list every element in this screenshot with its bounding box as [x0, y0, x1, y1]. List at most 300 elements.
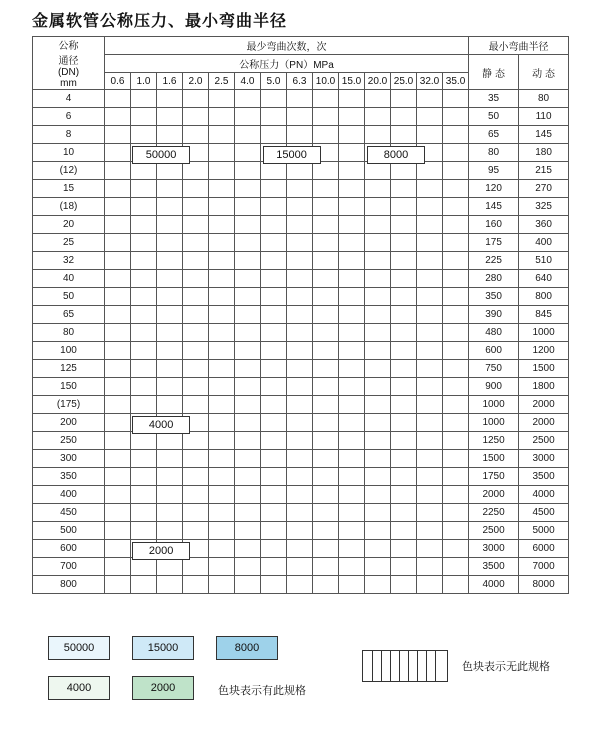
- grid-cell: [157, 360, 183, 378]
- grid-cell: [105, 270, 131, 288]
- grid-cell: [157, 558, 183, 576]
- grid-cell: [365, 288, 391, 306]
- table-row: [33, 558, 569, 576]
- table-row: [33, 504, 569, 522]
- grid-cell: [209, 576, 235, 594]
- dn-cell: 20: [33, 216, 105, 234]
- grid-cell: [105, 468, 131, 486]
- grid-cell: [209, 270, 235, 288]
- radius-static-cell: 80: [469, 144, 519, 162]
- grid-cell: [313, 522, 339, 540]
- grid-cell: [105, 486, 131, 504]
- grid-cell: [235, 108, 261, 126]
- grid-cell: [235, 432, 261, 450]
- grid-cell: [391, 576, 417, 594]
- table-row: [33, 540, 569, 558]
- legend-note-striped: 色块表示无此规格: [462, 661, 550, 673]
- grid-cell: [365, 162, 391, 180]
- grid-cell: [261, 540, 287, 558]
- legend-swatch-2000: 2000: [132, 676, 194, 700]
- grid-cell: [105, 144, 131, 162]
- table-row: [33, 324, 569, 342]
- grid-cell: [131, 450, 157, 468]
- grid-cell: [417, 180, 443, 198]
- radius-dynamic-cell: 510: [519, 252, 569, 270]
- dn-cell: 15: [33, 180, 105, 198]
- radius-dynamic-cell: 80: [519, 90, 569, 108]
- grid-cell: [105, 540, 131, 558]
- grid-cell: [339, 396, 365, 414]
- radius-dynamic-cell: 1200: [519, 342, 569, 360]
- grid-cell: [443, 234, 469, 252]
- grid-cell: [235, 378, 261, 396]
- grid-cell: [235, 396, 261, 414]
- grid-cell: [313, 396, 339, 414]
- grid-cell: [235, 468, 261, 486]
- radius-dynamic-cell: 3500: [519, 468, 569, 486]
- grid-cell: [209, 432, 235, 450]
- dn-cell: 700: [33, 558, 105, 576]
- grid-cell: [209, 414, 235, 432]
- table-row: [33, 288, 569, 306]
- grid-cell: [157, 522, 183, 540]
- grid-cell: [339, 144, 365, 162]
- grid-cell: [105, 576, 131, 594]
- grid-cell: [157, 90, 183, 108]
- radius-static-cell: 225: [469, 252, 519, 270]
- radius-dynamic-cell: 8000: [519, 576, 569, 594]
- grid-cell: [131, 558, 157, 576]
- grid-cell: [235, 576, 261, 594]
- grid-cell: [235, 234, 261, 252]
- grid-cell: [287, 522, 313, 540]
- grid-cell: [131, 216, 157, 234]
- grid-cell: [443, 306, 469, 324]
- grid-cell: [391, 414, 417, 432]
- grid-cell: [287, 108, 313, 126]
- grid-cell: [261, 414, 287, 432]
- grid-cell: [417, 342, 443, 360]
- table-row: [33, 216, 569, 234]
- grid-cell: [131, 486, 157, 504]
- radius-dynamic-cell: 325: [519, 198, 569, 216]
- grid-cell: [443, 558, 469, 576]
- grid-cell: [365, 234, 391, 252]
- grid-cell: [365, 306, 391, 324]
- grid-cell: [235, 198, 261, 216]
- legend-swatch-50000: 50000: [48, 636, 110, 660]
- grid-cell: [105, 198, 131, 216]
- grid-cell: [443, 486, 469, 504]
- grid-cell: [183, 216, 209, 234]
- grid-cell: [339, 90, 365, 108]
- grid-cell: [157, 198, 183, 216]
- grid-cell: [261, 468, 287, 486]
- grid-cell: [365, 378, 391, 396]
- grid-cell: [443, 522, 469, 540]
- grid-cell: [287, 270, 313, 288]
- grid-cell: [105, 180, 131, 198]
- grid-cell: [443, 576, 469, 594]
- pn-value-cell: 25.0: [391, 73, 417, 90]
- grid-cell: [287, 504, 313, 522]
- grid-cell: [287, 342, 313, 360]
- grid-cell: [105, 216, 131, 234]
- radius-static-cell: 1000: [469, 396, 519, 414]
- radius-static-cell: 600: [469, 342, 519, 360]
- dn-cell: 25: [33, 234, 105, 252]
- grid-cell: [131, 108, 157, 126]
- grid-cell: [417, 90, 443, 108]
- grid-cell: [209, 90, 235, 108]
- grid-cell: [261, 342, 287, 360]
- grid-cell: [443, 252, 469, 270]
- grid-cell: [365, 540, 391, 558]
- grid-cell: [235, 360, 261, 378]
- grid-cell: [287, 486, 313, 504]
- grid-cell: [287, 288, 313, 306]
- grid-cell: [105, 108, 131, 126]
- grid-cell: [209, 378, 235, 396]
- radius-static-cell: 50: [469, 108, 519, 126]
- grid-cell: [313, 90, 339, 108]
- radius-dynamic-cell: 145: [519, 126, 569, 144]
- grid-cell: [209, 486, 235, 504]
- grid-cell: [339, 126, 365, 144]
- grid-cell: [339, 252, 365, 270]
- grid-cell: [287, 558, 313, 576]
- radius-dynamic-cell: 1000: [519, 324, 569, 342]
- grid-cell: [157, 576, 183, 594]
- dn-cell: 200: [33, 414, 105, 432]
- grid-cell: [417, 504, 443, 522]
- grid-cell: [365, 324, 391, 342]
- dn-cell: (12): [33, 162, 105, 180]
- radius-static-cell: 3500: [469, 558, 519, 576]
- dn-cell: 300: [33, 450, 105, 468]
- grid-cell: [209, 198, 235, 216]
- grid-cell: [235, 180, 261, 198]
- grid-cell: [261, 234, 287, 252]
- grid-cell: [157, 180, 183, 198]
- pn-value-cell: 0.6: [105, 73, 131, 90]
- grid-cell: [443, 144, 469, 162]
- grid-cell: [131, 432, 157, 450]
- table-row: [33, 468, 569, 486]
- grid-cell: [131, 198, 157, 216]
- grid-cell: [339, 360, 365, 378]
- grid-cell: [339, 180, 365, 198]
- table-row: [33, 270, 569, 288]
- grid-cell: [131, 342, 157, 360]
- grid-cell: [417, 216, 443, 234]
- grid-cell: [339, 576, 365, 594]
- grid-cell: [417, 108, 443, 126]
- radius-static-cell: 35: [469, 90, 519, 108]
- grid-cell: [183, 198, 209, 216]
- dn-header-line-1: 公称: [58, 41, 79, 52]
- grid-cell: [443, 126, 469, 144]
- dn-cell: 32: [33, 252, 105, 270]
- grid-cell: [105, 360, 131, 378]
- grid-cell: [131, 90, 157, 108]
- grid-cell: [183, 558, 209, 576]
- grid-cell: [365, 486, 391, 504]
- grid-cell: [209, 468, 235, 486]
- grid-cell: [157, 396, 183, 414]
- grid-cell: [365, 90, 391, 108]
- grid-cell: [313, 576, 339, 594]
- legend-swatch-4000: 4000: [48, 676, 110, 700]
- grid-cell: [339, 234, 365, 252]
- radius-static-cell: 350: [469, 288, 519, 306]
- grid-cell: [365, 342, 391, 360]
- grid-cell: [365, 360, 391, 378]
- grid-cell: [417, 576, 443, 594]
- dn-cell: 350: [33, 468, 105, 486]
- grid-cell: [209, 180, 235, 198]
- grid-cell: [417, 270, 443, 288]
- grid-cell: [391, 288, 417, 306]
- grid-cell: [183, 252, 209, 270]
- grid-cell: [313, 558, 339, 576]
- grid-cell: [443, 198, 469, 216]
- grid-cell: [209, 450, 235, 468]
- pn-value-cell: 35.0: [443, 73, 469, 90]
- grid-cell: [365, 432, 391, 450]
- grid-cell: [339, 540, 365, 558]
- grid-cell: [261, 432, 287, 450]
- grid-cell: [105, 396, 131, 414]
- grid-cell: [417, 198, 443, 216]
- table-row: [33, 306, 569, 324]
- table-row: [33, 414, 569, 432]
- grid-cell: [183, 108, 209, 126]
- grid-cell: [131, 270, 157, 288]
- grid-cell: [287, 252, 313, 270]
- grid-cell: [365, 414, 391, 432]
- radius-dynamic-cell: 4000: [519, 486, 569, 504]
- grid-cell: [235, 252, 261, 270]
- radius-static-cell: 280: [469, 270, 519, 288]
- grid-cell: [183, 342, 209, 360]
- grid-cell: [391, 468, 417, 486]
- grid-cell: [105, 450, 131, 468]
- grid-cell: [235, 90, 261, 108]
- dn-header-line-3: (DN): [57, 67, 80, 78]
- grid-cell: [209, 144, 235, 162]
- radius-dynamic-cell: 3000: [519, 450, 569, 468]
- grid-cell: [209, 126, 235, 144]
- grid-cell: [105, 342, 131, 360]
- grid-cell: [443, 108, 469, 126]
- grid-cell: [391, 324, 417, 342]
- grid-cell: [365, 396, 391, 414]
- dn-cell: 250: [33, 432, 105, 450]
- grid-cell: [391, 504, 417, 522]
- grid-cell: [287, 234, 313, 252]
- grid-cell: [157, 486, 183, 504]
- grid-cell: [235, 540, 261, 558]
- grid-cell: [261, 558, 287, 576]
- radius-static-cell: 3000: [469, 540, 519, 558]
- grid-cell: [287, 90, 313, 108]
- table-row: [33, 234, 569, 252]
- grid-cell: [157, 216, 183, 234]
- grid-overlay-label: 2000: [132, 542, 190, 560]
- radius-static-cell: 1500: [469, 450, 519, 468]
- grid-cell: [183, 522, 209, 540]
- grid-cell: [131, 306, 157, 324]
- grid-cell: [287, 306, 313, 324]
- radius-dynamic-cell: 400: [519, 234, 569, 252]
- grid-cell: [313, 540, 339, 558]
- grid-cell: [183, 270, 209, 288]
- radius-dynamic-cell: 640: [519, 270, 569, 288]
- grid-cell: [443, 468, 469, 486]
- grid-cell: [157, 378, 183, 396]
- dn-cell: 100: [33, 342, 105, 360]
- grid-cell: [443, 414, 469, 432]
- radius-dynamic-cell: 2000: [519, 414, 569, 432]
- radius-static-cell: 120: [469, 180, 519, 198]
- grid-cell: [391, 360, 417, 378]
- grid-cell: [417, 378, 443, 396]
- grid-cell: [209, 216, 235, 234]
- grid-cell: [183, 432, 209, 450]
- radius-dynamic-cell: 215: [519, 162, 569, 180]
- dn-header-line-4: mm: [60, 78, 77, 89]
- grid-cell: [235, 504, 261, 522]
- grid-overlay-label: 50000: [132, 146, 190, 164]
- grid-cell: [105, 504, 131, 522]
- legend-swatch-8000: 8000: [216, 636, 278, 660]
- grid-cell: [443, 540, 469, 558]
- grid-cell: [391, 522, 417, 540]
- bend-radius-header: 最小弯曲半径: [469, 37, 569, 55]
- grid-cell: [287, 180, 313, 198]
- dn-header-line-2: 通径: [58, 56, 79, 67]
- grid-cell: [235, 144, 261, 162]
- grid-cell: [365, 252, 391, 270]
- radius-static-cell: 2000: [469, 486, 519, 504]
- grid-cell: [339, 216, 365, 234]
- grid-cell: [131, 324, 157, 342]
- grid-cell: [339, 108, 365, 126]
- radius-dynamic-cell: 6000: [519, 540, 569, 558]
- pn-value-cell: 5.0: [261, 73, 287, 90]
- grid-cell: [209, 108, 235, 126]
- table-row: [33, 450, 569, 468]
- grid-cell: [131, 288, 157, 306]
- grid-cell: [443, 378, 469, 396]
- grid-cell: [313, 342, 339, 360]
- radius-dynamic-cell: 180: [519, 144, 569, 162]
- grid-cell: [391, 108, 417, 126]
- grid-cell: [365, 126, 391, 144]
- grid-cell: [313, 126, 339, 144]
- pn-value-cell: 32.0: [417, 73, 443, 90]
- grid-cell: [131, 180, 157, 198]
- grid-cell: [313, 108, 339, 126]
- grid-cell: [105, 306, 131, 324]
- radius-static-cell: 145: [469, 198, 519, 216]
- radius-static-header: 静 态: [469, 55, 519, 90]
- grid-cell: [391, 432, 417, 450]
- grid-cell: [287, 126, 313, 144]
- grid-cell: [391, 396, 417, 414]
- grid-cell: [365, 504, 391, 522]
- radius-static-cell: 750: [469, 360, 519, 378]
- grid-cell: [183, 90, 209, 108]
- grid-cell: [209, 504, 235, 522]
- grid-cell: [339, 324, 365, 342]
- grid-cell: [313, 234, 339, 252]
- grid-cell: [391, 252, 417, 270]
- grid-cell: [417, 450, 443, 468]
- grid-cell: [131, 396, 157, 414]
- table-row: [33, 198, 569, 216]
- grid-cell: [365, 270, 391, 288]
- grid-cell: [183, 126, 209, 144]
- grid-cell: [261, 324, 287, 342]
- grid-cell: [391, 198, 417, 216]
- grid-cell: [261, 396, 287, 414]
- grid-cell: [339, 270, 365, 288]
- grid-cell: [131, 378, 157, 396]
- grid-cell: [105, 522, 131, 540]
- legend-striped-swatch: [362, 650, 448, 682]
- grid-cell: [105, 432, 131, 450]
- grid-cell: [417, 162, 443, 180]
- grid-cell: [105, 378, 131, 396]
- grid-cell: [157, 450, 183, 468]
- radius-dynamic-cell: 1800: [519, 378, 569, 396]
- grid-cell: [339, 432, 365, 450]
- grid-cell: [183, 360, 209, 378]
- grid-cell: [209, 540, 235, 558]
- grid-cell: [443, 342, 469, 360]
- grid-cell: [417, 414, 443, 432]
- dn-cell: (18): [33, 198, 105, 216]
- table-row: [33, 90, 569, 108]
- grid-cell: [235, 288, 261, 306]
- grid-cell: [261, 162, 287, 180]
- dn-cell: 400: [33, 486, 105, 504]
- grid-cell: [417, 324, 443, 342]
- grid-cell: [131, 504, 157, 522]
- grid-cell: [105, 162, 131, 180]
- pn-value-cell: 4.0: [235, 73, 261, 90]
- dn-cell: 150: [33, 378, 105, 396]
- dn-cell: 10: [33, 144, 105, 162]
- dn-cell: 500: [33, 522, 105, 540]
- page-title: 金属软管公称压力、最小弯曲半径: [32, 13, 288, 30]
- grid-cell: [391, 306, 417, 324]
- grid-cell: [183, 486, 209, 504]
- grid-cell: [365, 216, 391, 234]
- grid-cell: [313, 486, 339, 504]
- table-body: [33, 90, 569, 594]
- grid-cell: [417, 558, 443, 576]
- grid-cell: [209, 360, 235, 378]
- dn-cell: 8: [33, 126, 105, 144]
- table-row: [33, 396, 569, 414]
- grid-cell: [183, 288, 209, 306]
- grid-cell: [261, 180, 287, 198]
- pn-value-cell: 10.0: [313, 73, 339, 90]
- grid-cell: [261, 252, 287, 270]
